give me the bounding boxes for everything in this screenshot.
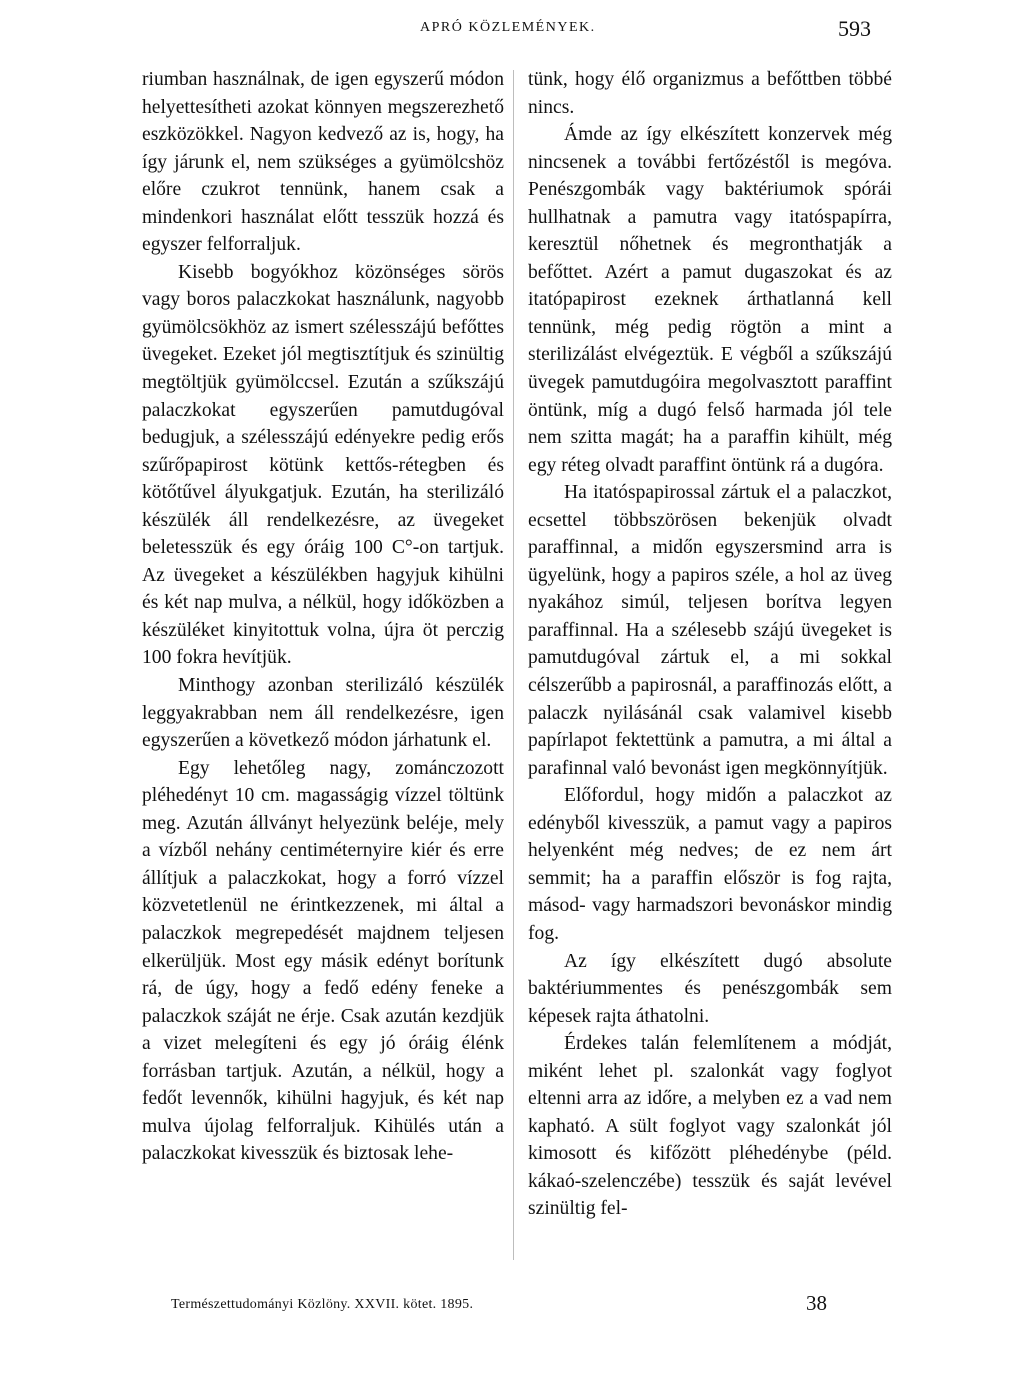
paragraph: Ha itatóspapirossal zártuk el a palaczkot, ecsettel többszörösen bekenjük olvadt paraffinnal, a midőn egyszersmind arra is ügyelünk, hogy a papiros széle, a hol az üveg nyakához simúl, teljesen borítva legyen paraffinnal. Ha a szélesebb szájú üvegeket is pamutdugóval zártuk el, a mi sokkal célszerűbb a papirosnál, a paraffinozás előtt, a palaczk nyilásánál csak valamivel kisebb papírlapot fektettünk a pamutra, a mi által a parafinnal való bevonást igen megkönnyítjük. — [528, 482, 892, 779]
paragraph: Egy lehetőleg nagy, zománczozott pléhedényt 10 cm. magasságig vízzel töltünk meg. Azután állványt helyezünk beléje, mely a vízből nehány centiméternyire kiér és erre állítjuk a palaczkokat, hogy a forró vízzel közvetetlenül ne érintkezzenek, mi által a palaczkok megrepedését majdnem teljesen elkerüljük. Most egy másik edényt borítunk rá, de úgy, hogy a fedő edény feneke a palaczkok száját ne érje. Csak azután kezdjük a vizet melegíteni és egy jó óráig élénk forrásban tartjuk. Azután, a nélkül, hogy a fedőt levennők, kihülni hagyjuk, és két nap mulva újolag felforraljuk. Kihülés után a palaczkokat kivesszük és biztosak lehe- — [142, 757, 504, 1165]
paragraph: Érdekes talán felemlítenem a módját, miként lehet pl. szalonkát vagy foglyot eltenni arra az időre, a melyben ez a vad nem kapható. A sült foglyot vagy szalonkát jól kimosott és kifőzött pléhedénybe (péld. kákaó-szelenczébe) tesszük és saját levével szinültig fel- — [528, 1033, 892, 1220]
paragraph: Kisebb bogyókhoz közönséges sörös vagy boros palaczkokat használunk, nagyobb gyümölcsökhöz az ismert szélesszájú befőttes üvegeket. Ezeket jól megtisztítjuk és szinültig megtöltjük gyümölccsel. Ezután a szűkszájú palaczkokat egyszerűen pamutdugóval bedugjuk, a szélesszájú edényekre pedig erős szűrőpapirost kötünk kettős-rétegben és kötőtűvel ályukgatjuk. Ezután, ha sterilizáló készülék áll rendelkezésre, az üvegeket beletesszük és egy óráig 100 C°-on tartjuk. Az üvegeket a készülékben hagyjuk kihülni és két nap mulva, a nélkül, hogy időközben a készüléket kinyitottuk volna, újra öt perczig 100 fokra hevítjük. — [142, 261, 504, 669]
page-footer — [0, 1291, 1024, 1327]
paragraph: riumban használnak, de igen egyszerű módon helyettesítheti azokat könnyen megszerezhető eszközökkel. Nagyon kedvező az is, hogy, ha így járunk el, nem szükséges a gyümölcshöz előre czukrot tennünk, hanem csak a mindenkori használat előtt tesszük hozzá és egyszer felforraljuk. — [142, 69, 504, 256]
right-column — [528, 66, 892, 1223]
page-header — [0, 16, 1024, 50]
journal-line: Természettudományi Közlöny. XXVII. kötet. 1895. — [171, 1297, 474, 1312]
signature-mark: 38 — [806, 1291, 827, 1315]
left-column — [142, 66, 504, 1168]
paragraph: Az így elkészített dugó absolute baktériummentes és penészgombák sem képesek rajta áthatolni. — [528, 950, 892, 1027]
paragraph: Ámde az így elkészített konzervek még nincsenek a további fertőzéstől is megóva. Penészgombák vagy baktériumok spórái hullhatnak a pamutra vagy itatóspapírra, keresztül nőhetnek és megronthatják a befőttet. Azért a pamut dugaszokat és az itatópapirost ezeknek árthatlanná kell tennünk, még pedig rögtön a mint a sterilizálást elvégeztük. E végből a szűkszájú üvegek pamutdugóira megolvasztott paraffint öntünk, míg a dugó felső harmada jól tele nem szitta magát; ha a paraffin kihült, még egy réteg olvadt paraffint öntünk rá a dugóra. — [528, 124, 892, 476]
paragraph: Minthogy azonban sterilizáló készülék leggyakrabban nem áll rendelkezésre, igen egyszerűen a következő módon járhatunk el. — [142, 675, 504, 752]
paragraph: Előfordul, hogy midőn a palaczkot az edényből kivesszük, a pamut vagy a papiros helyenként még nedves; de ez nem árt semmit; ha a paraffin először is fog rajta, másod- vagy harmadszori bevonáskor mindig fog. — [528, 785, 892, 944]
page-number: 593 — [838, 16, 871, 41]
column-divider — [513, 70, 514, 1260]
running-head: APRÓ KÖZLEMÉNYEK. — [420, 20, 596, 35]
paragraph: tünk, hogy élő organizmus a befőttben többé nincs. — [528, 69, 892, 118]
